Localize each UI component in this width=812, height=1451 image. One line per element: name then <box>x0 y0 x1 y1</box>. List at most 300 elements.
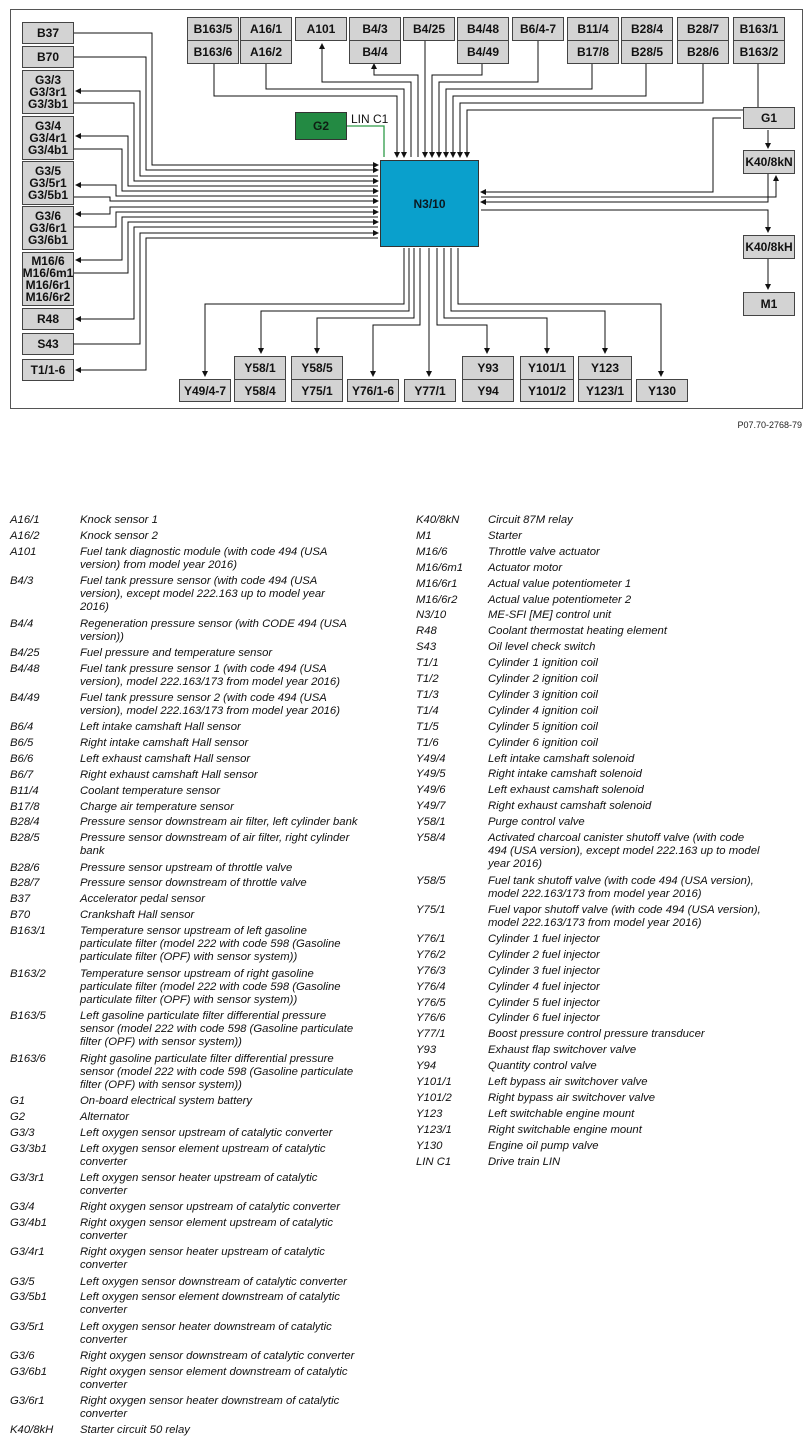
legend-description <box>488 997 798 1010</box>
legend-description <box>80 801 390 814</box>
legend-description-line: Left exhaust camshaft solenoid <box>488 784 644 797</box>
legend-code: B6/7 <box>10 768 34 781</box>
legend-code: M16/6r2 <box>416 593 458 606</box>
label-y49: Y49/4-7 <box>183 383 227 398</box>
label-y58-1: Y58/1 <box>244 360 276 375</box>
legend-code: T1/6 <box>416 736 439 749</box>
legend-code: G3/5r1 <box>10 1320 45 1333</box>
label-m16-6m1: M16/6m1 <box>22 266 74 280</box>
figure-reference: P07.70-2768-79 <box>737 420 802 430</box>
legend-description <box>80 692 390 718</box>
legend-code: B4/4 <box>10 617 34 630</box>
legend-code: Y76/3 <box>416 964 446 977</box>
legend-description-line: Cylinder 4 ignition coil <box>488 704 598 717</box>
box-m16-6 <box>22 252 74 306</box>
label-m16-6r1: M16/6r1 <box>25 278 71 292</box>
box-g2-alternator <box>295 112 347 140</box>
legend-description <box>80 721 390 734</box>
legend-code: T1/5 <box>416 720 439 733</box>
legend-description-line: Left intake camshaft solenoid <box>488 752 635 765</box>
legend-code: G3/3b1 <box>10 1142 48 1155</box>
legend-description <box>80 1395 390 1421</box>
label-b11-4: B11/4 <box>577 22 609 36</box>
legend-description <box>488 1060 798 1073</box>
box-a16 <box>240 17 292 64</box>
legend-description-line: Coolant temperature sensor <box>80 784 221 797</box>
legend-description <box>80 862 390 875</box>
legend-description <box>80 1217 390 1243</box>
legend-description-line: converter <box>80 1304 128 1317</box>
legend-description-line: model 222.163/173 from model year 2016) <box>488 887 702 900</box>
legend-description-line: Cylinder 5 ignition coil <box>488 720 598 733</box>
legend-description <box>80 1366 390 1392</box>
legend-description <box>80 530 390 543</box>
legend-description <box>80 1291 390 1317</box>
legend-code: M16/6 <box>416 545 448 558</box>
box-b37 <box>22 22 74 44</box>
legend-code: B28/4 <box>10 816 40 829</box>
box-y123 <box>578 356 632 402</box>
box-g3-4 <box>22 116 74 160</box>
legend-description <box>80 1321 390 1347</box>
legend-description-line: Right bypass air switchover valve <box>488 1091 656 1104</box>
label-g3-3b1: G3/3b1 <box>27 97 69 111</box>
legend-description <box>488 546 798 559</box>
label-m16-6: M16/6 <box>31 254 65 268</box>
label-b28-7: B28/7 <box>686 22 720 36</box>
legend-description <box>80 753 390 766</box>
label-g3-6b1: G3/6b1 <box>27 233 69 247</box>
label-b70: B70 <box>36 50 59 64</box>
box-a101 <box>295 17 347 41</box>
legend-description-line: Right gasoline particulate filter differential pressure <box>80 1052 334 1065</box>
legend-description-line: filter (OPF) with sensor system)) <box>80 1078 242 1091</box>
box-y101 <box>520 356 574 402</box>
legend-description <box>80 1111 390 1124</box>
legend-description-line: Right oxygen sensor heater downstream of catalytic <box>80 1394 340 1407</box>
legend-description-line: Regeneration pressure sensor (with CODE 494 (USA <box>80 617 347 630</box>
legend-description <box>488 737 798 750</box>
label-b28-4: B28/4 <box>630 22 664 36</box>
box-y130 <box>636 379 688 402</box>
legend-description-line: Left oxygen sensor downstream of catalytic converter <box>80 1275 347 1288</box>
legend-description <box>488 705 798 718</box>
legend-description-line: Left intake camshaft Hall sensor <box>80 721 241 733</box>
legend-code: Y76/6 <box>416 1012 446 1025</box>
legend-description-line: Left oxygen sensor element downstream of catalytic <box>80 1291 340 1304</box>
legend-description <box>80 816 390 829</box>
wire-y123 <box>451 248 605 353</box>
legend-description <box>80 925 390 964</box>
legend-description <box>80 618 390 644</box>
legend-description <box>488 816 798 829</box>
label-t1: T1/1-6 <box>30 363 66 377</box>
legend-description <box>80 575 390 614</box>
label-m16-6r2: M16/6r2 <box>25 290 71 304</box>
legend-description-line: Left oxygen sensor heater downstream of catalytic <box>80 1320 332 1333</box>
label-b4-4: B4/4 <box>350 40 400 63</box>
legend-description-line: Left oxygen sensor heater upstream of catalytic <box>80 1172 318 1184</box>
legend-code: B11/4 <box>10 784 39 797</box>
legend-description-line: filter (OPF) with sensor system)) <box>80 1036 242 1049</box>
legend-description-line: Right oxygen sensor upstream of catalytic converter <box>80 1201 340 1214</box>
legend-description-line: On-board electrical system battery <box>80 1095 253 1108</box>
legend-description <box>80 546 390 572</box>
label-g3-6r1: G3/6r1 <box>29 221 67 235</box>
legend-description-line: Fuel tank pressure sensor 2 (with code 494 (USA <box>80 691 327 704</box>
legend-description-line: version), except model 222.163 up to model year <box>80 588 325 600</box>
legend-description <box>488 768 798 781</box>
legend-code: M16/6r1 <box>416 577 458 590</box>
box-g3-3 <box>22 70 74 114</box>
legend-code: T1/4 <box>416 704 439 717</box>
legend-description-line: Left oxygen sensor upstream of catalytic converter <box>80 1126 333 1139</box>
legend-description-line: Right exhaust camshaft solenoid <box>488 800 652 813</box>
legend-description-line: Pressure sensor downstream of throttle valve <box>80 877 307 890</box>
label-b4-25: B4/25 <box>412 22 446 36</box>
legend-description-line: Left bypass air switchover valve <box>488 1076 648 1088</box>
label-m1: M1 <box>760 297 778 311</box>
legend-code: A16/1 <box>10 514 40 526</box>
legend-description-line: Fuel tank diagnostic module (with code 494 (USA <box>80 545 328 558</box>
legend-description-line: Right oxygen sensor element downstream of catalytic <box>80 1365 348 1378</box>
legend-description-line: 494 (USA version), except model 222.163 up to model <box>488 845 760 857</box>
legend-description-line: Alternator <box>80 1111 129 1123</box>
legend-description-line: Purge control valve <box>488 816 585 829</box>
legend-code: Y94 <box>416 1060 437 1073</box>
legend-code: Y49/6 <box>416 784 446 797</box>
legend-description <box>80 1350 390 1363</box>
legend-code: Y58/5 <box>416 874 446 887</box>
legend-description <box>488 875 798 901</box>
legend-description-line: version)) <box>80 630 124 643</box>
label-y93: Y93 <box>477 360 499 375</box>
legend-description-line: Right intake camshaft Hall sensor <box>80 736 249 749</box>
legend-code: Y75/1 <box>416 903 446 916</box>
legend-description-line: converter <box>80 1333 128 1346</box>
label-g3-5: G3/5 <box>34 164 61 178</box>
legend-code: G3/6 <box>10 1349 35 1362</box>
legend-description <box>488 641 798 654</box>
legend-description-line: Accelerator pedal sensor <box>80 893 205 906</box>
legend-description <box>488 594 798 607</box>
legend-description <box>80 785 390 798</box>
label-b28-5: B28/5 <box>622 40 672 63</box>
legend-code: B6/4 <box>10 721 34 733</box>
legend-description <box>80 832 390 858</box>
legend-code: B28/7 <box>10 877 40 890</box>
wire-b163-1-2 <box>467 64 758 157</box>
box-b4-48-49 <box>457 17 509 64</box>
legend-description-line: Right exhaust camshaft Hall sensor <box>80 768 258 781</box>
legend-code: A101 <box>10 545 37 558</box>
label-y123-1: Y123/1 <box>579 379 631 402</box>
wire-g35-in <box>74 197 378 201</box>
wire-a16 <box>266 64 404 157</box>
legend-code: G1 <box>10 1095 26 1108</box>
legend-code: G3/5b1 <box>10 1291 48 1304</box>
label-y77: Y77/1 <box>414 383 446 398</box>
label-b37: B37 <box>36 26 59 40</box>
legend-description <box>488 933 798 946</box>
legend-code: B4/49 <box>10 691 40 704</box>
legend-description-line: Engine oil pump valve <box>488 1139 599 1152</box>
label-b163-2: B163/2 <box>734 40 784 63</box>
legend-description <box>488 1124 798 1137</box>
box-k40-8kn <box>743 150 795 174</box>
label-g3-4b1: G3/4b1 <box>27 143 69 157</box>
wire-ecu-k40h <box>481 210 768 232</box>
legend-description <box>488 514 798 527</box>
box-b28-7-6 <box>677 17 729 64</box>
legend-description-line: Quantity control valve <box>488 1060 597 1073</box>
legend-code: T1/3 <box>416 688 439 701</box>
legend-description-line: sensor (model 222 with code 598 (Gasoline particulate <box>80 1065 354 1078</box>
legend-description-line: Left gasoline particulate filter differential pressure <box>80 1010 327 1023</box>
label-k40-8kh: K40/8kH <box>745 240 793 254</box>
legend-code: Y123/1 <box>416 1123 452 1136</box>
legend-description-line: Fuel tank pressure sensor 1 (with code 494 (USA <box>80 662 327 675</box>
legend-description <box>80 968 390 1007</box>
legend-description-line: Charge air temperature sensor <box>80 800 234 813</box>
label-b4-3: B4/3 <box>362 22 388 36</box>
legend-description-line: Activated charcoal canister shutoff valve (with code <box>488 832 745 844</box>
legend-description <box>80 1276 390 1289</box>
legend-code: M1 <box>416 529 432 542</box>
label-a16-2: A16/2 <box>241 40 291 63</box>
legend-code: B4/3 <box>10 575 34 587</box>
legend-description-line: converter <box>80 1185 128 1197</box>
box-y49 <box>179 379 231 402</box>
legend-description <box>80 1246 390 1272</box>
legend-description <box>488 965 798 978</box>
legend-code: Y49/4 <box>416 752 446 765</box>
label-g3-4: G3/4 <box>34 119 61 133</box>
legend-description-line: version), model 222.163/173 from model year 2016) <box>80 675 340 688</box>
legend-code: G3/4r1 <box>10 1246 45 1259</box>
legend-code: M16/6m1 <box>416 561 464 574</box>
label-b6: B6/4-7 <box>519 22 557 36</box>
legend-description <box>488 1108 798 1121</box>
box-y77 <box>404 379 456 402</box>
legend-description <box>80 877 390 890</box>
legend-description-line: Right oxygen sensor downstream of catalytic converter <box>80 1349 355 1362</box>
legend-description-line: Temperature sensor upstream of left gasoline <box>80 925 307 938</box>
box-b4-3-4 <box>349 17 401 64</box>
legend-description-line: 2016) <box>80 601 109 613</box>
box-g3-5 <box>22 161 74 205</box>
label-g3-5r1: G3/5r1 <box>29 176 67 190</box>
legend-description-line: Right oxygen sensor element upstream of catalytic <box>80 1217 334 1230</box>
legend-description-line: model 222.163/173 from model year 2016) <box>488 916 702 929</box>
legend-description <box>488 784 798 797</box>
wire-y76 <box>373 248 420 376</box>
label-b17-8: B17/8 <box>568 40 618 63</box>
legend-description-line: Knock sensor 2 <box>80 529 158 542</box>
legend-code: G3/4b1 <box>10 1217 48 1230</box>
wire-y58 <box>261 248 409 353</box>
box-s43 <box>22 333 74 355</box>
label-g1: G1 <box>760 111 777 125</box>
legend-code: T1/1 <box>416 657 439 670</box>
legend-description <box>80 1127 390 1140</box>
legend-description-line: Crankshaft Hall sensor <box>80 909 195 922</box>
legend-description-line: sensor (model 222 with code 598 (Gasoline particulate <box>80 1023 354 1036</box>
legend-description <box>80 1424 390 1437</box>
legend-description-line: Fuel pressure and temperature sensor <box>80 646 273 659</box>
legend-description-line: Fuel vapor shutoff valve (with code 494 (USA version), <box>488 903 761 916</box>
box-n3-10-ecu <box>380 160 479 247</box>
legend-code: Y77/1 <box>416 1028 446 1041</box>
wire-b163-5-6 <box>214 64 397 157</box>
legend-description <box>80 647 390 660</box>
label-y75-1: Y75/1 <box>292 379 342 402</box>
legend-description-line: Circuit 87M relay <box>488 514 573 526</box>
legend-code: K40/8kH <box>10 1424 54 1437</box>
legend-code: R48 <box>416 625 437 638</box>
legend-code: G3/3 <box>10 1126 35 1139</box>
legend-code: B6/5 <box>10 736 34 749</box>
legend-code: B28/5 <box>10 832 40 845</box>
box-y58 <box>234 356 286 402</box>
legend-description <box>80 737 390 750</box>
legend-code: G3/6b1 <box>10 1365 48 1378</box>
legend-code: Y58/1 <box>416 816 446 829</box>
legend-description <box>488 657 798 670</box>
legend-description-line: Right oxygen sensor heater upstream of catalytic <box>80 1246 325 1259</box>
legend-description <box>488 530 798 543</box>
legend-description <box>488 1044 798 1057</box>
box-b6 <box>512 17 564 41</box>
legend-description-line: converter <box>80 1230 128 1243</box>
legend-description <box>488 981 798 994</box>
box-m1 <box>743 292 795 316</box>
legend-description-line: Cylinder 2 fuel injector <box>488 948 600 961</box>
legend-description <box>488 1140 798 1153</box>
label-b4-49: B4/49 <box>458 40 508 63</box>
legend-description-line: Cylinder 5 fuel injector <box>488 996 600 1009</box>
label-y76: Y76/1-6 <box>351 383 395 398</box>
legend-description <box>80 1143 390 1169</box>
legend-description <box>488 721 798 734</box>
legend-description <box>488 1076 798 1089</box>
legend-description-line: Drive train LIN <box>488 1155 561 1168</box>
legend-code: T1/2 <box>416 673 439 685</box>
legend-description-line: converter <box>80 1378 128 1391</box>
box-t1 <box>22 359 74 381</box>
legend-description <box>488 832 798 871</box>
legend-description-line: converter <box>80 1155 128 1168</box>
label-y101-1: Y101/1 <box>527 360 567 375</box>
legend-description-line: particulate filter (OPF) with sensor system)) <box>80 993 298 1006</box>
legend-description-line: year 2016) <box>488 858 543 870</box>
lin-c1-line <box>347 126 384 157</box>
legend-description-line: Left exhaust camshaft Hall sensor <box>80 752 251 765</box>
wire-ecu-k40n <box>481 176 776 197</box>
label-n3-10: N3/10 <box>413 196 446 211</box>
legend-code: B4/25 <box>10 646 40 659</box>
legend-code: B163/1 <box>10 925 46 938</box>
legend-code: B6/6 <box>10 752 34 765</box>
label-b4-48: B4/48 <box>466 22 500 36</box>
legend-description-line: Throttle valve actuator <box>488 545 600 558</box>
legend-code: B70 <box>10 909 31 922</box>
legend-description <box>488 625 798 638</box>
legend-description-line: version) from model year 2016) <box>80 558 237 571</box>
legend-code: G2 <box>10 1111 26 1123</box>
legend-code: Y123 <box>416 1107 443 1120</box>
label-r48: R48 <box>36 312 59 326</box>
label-y123: Y123 <box>590 360 620 375</box>
legend-description <box>488 562 798 575</box>
legend-code: Y49/5 <box>416 768 446 781</box>
box-g3-6 <box>22 206 74 250</box>
label-g2: G2 <box>312 119 329 133</box>
box-y58-5 <box>291 356 343 402</box>
legend-code: G3/4 <box>10 1201 35 1214</box>
label-g3-6: G3/6 <box>34 209 61 223</box>
legend-code: G3/5 <box>10 1275 35 1288</box>
legend-description-line: version), model 222.163/173 from model year 2016) <box>80 704 340 717</box>
legend-code: K40/8kN <box>416 514 460 526</box>
legend-code: B37 <box>10 893 31 906</box>
label-y130: Y130 <box>647 383 677 398</box>
legend-description <box>488 689 798 702</box>
box-b28-4-5 <box>621 17 673 64</box>
legend-description-line: particulate filter (OPF) with sensor system)) <box>80 951 298 964</box>
box-y76 <box>347 379 399 402</box>
legend-description-line: particulate filter (model 222 with code 598 (Gasoline <box>80 938 341 951</box>
wire-g34-out <box>76 136 378 186</box>
label-b163-6: B163/6 <box>188 40 238 63</box>
legend-description <box>80 1010 390 1049</box>
label-a101: A101 <box>306 22 336 36</box>
legend-code: B163/5 <box>10 1010 46 1023</box>
label-y58-5: Y58/5 <box>301 360 333 375</box>
legend-code: Y76/2 <box>416 948 446 961</box>
legend-description <box>488 673 798 686</box>
legend-description <box>80 1053 390 1092</box>
legend-code: B163/6 <box>10 1052 46 1065</box>
legend-description-line: Cylinder 6 ignition coil <box>488 736 598 749</box>
legend-description <box>488 1012 798 1025</box>
wire-g1-ecu <box>481 118 741 192</box>
legend-description <box>80 909 390 922</box>
label-g3-3: G3/3 <box>34 73 61 87</box>
legend-description-line: Actual value potentiometer 1 <box>488 577 632 590</box>
legend-description-line: Starter <box>488 529 522 542</box>
legend-description-line: Starter circuit 50 relay <box>80 1424 190 1437</box>
legend-description <box>488 1028 798 1041</box>
legend-description-line: converter <box>80 1407 128 1420</box>
legend-code: B4/48 <box>10 662 40 675</box>
legend-description-line: Cylinder 6 fuel injector <box>488 1012 600 1025</box>
label-y58-4: Y58/4 <box>235 379 285 402</box>
legend-code: N3/10 <box>416 609 447 622</box>
legend-description-line: Knock sensor 1 <box>80 514 158 526</box>
legend-description-line: Boost pressure control pressure transducer <box>488 1028 705 1041</box>
legend-code: Y76/5 <box>416 996 446 1009</box>
legend-code: S43 <box>416 641 437 654</box>
legend-description-line: Fuel tank shutoff valve (with code 494 (USA version), <box>488 874 754 887</box>
wire-s43 <box>74 233 378 344</box>
legend-description-line: Right switchable engine mount <box>488 1123 642 1136</box>
wire-g36-in <box>74 212 378 227</box>
box-y93-y94 <box>462 356 514 402</box>
wire-y585 <box>317 248 414 353</box>
legend-description-line: Left switchable engine mount <box>488 1107 635 1120</box>
wire-m16-in <box>74 222 378 273</box>
